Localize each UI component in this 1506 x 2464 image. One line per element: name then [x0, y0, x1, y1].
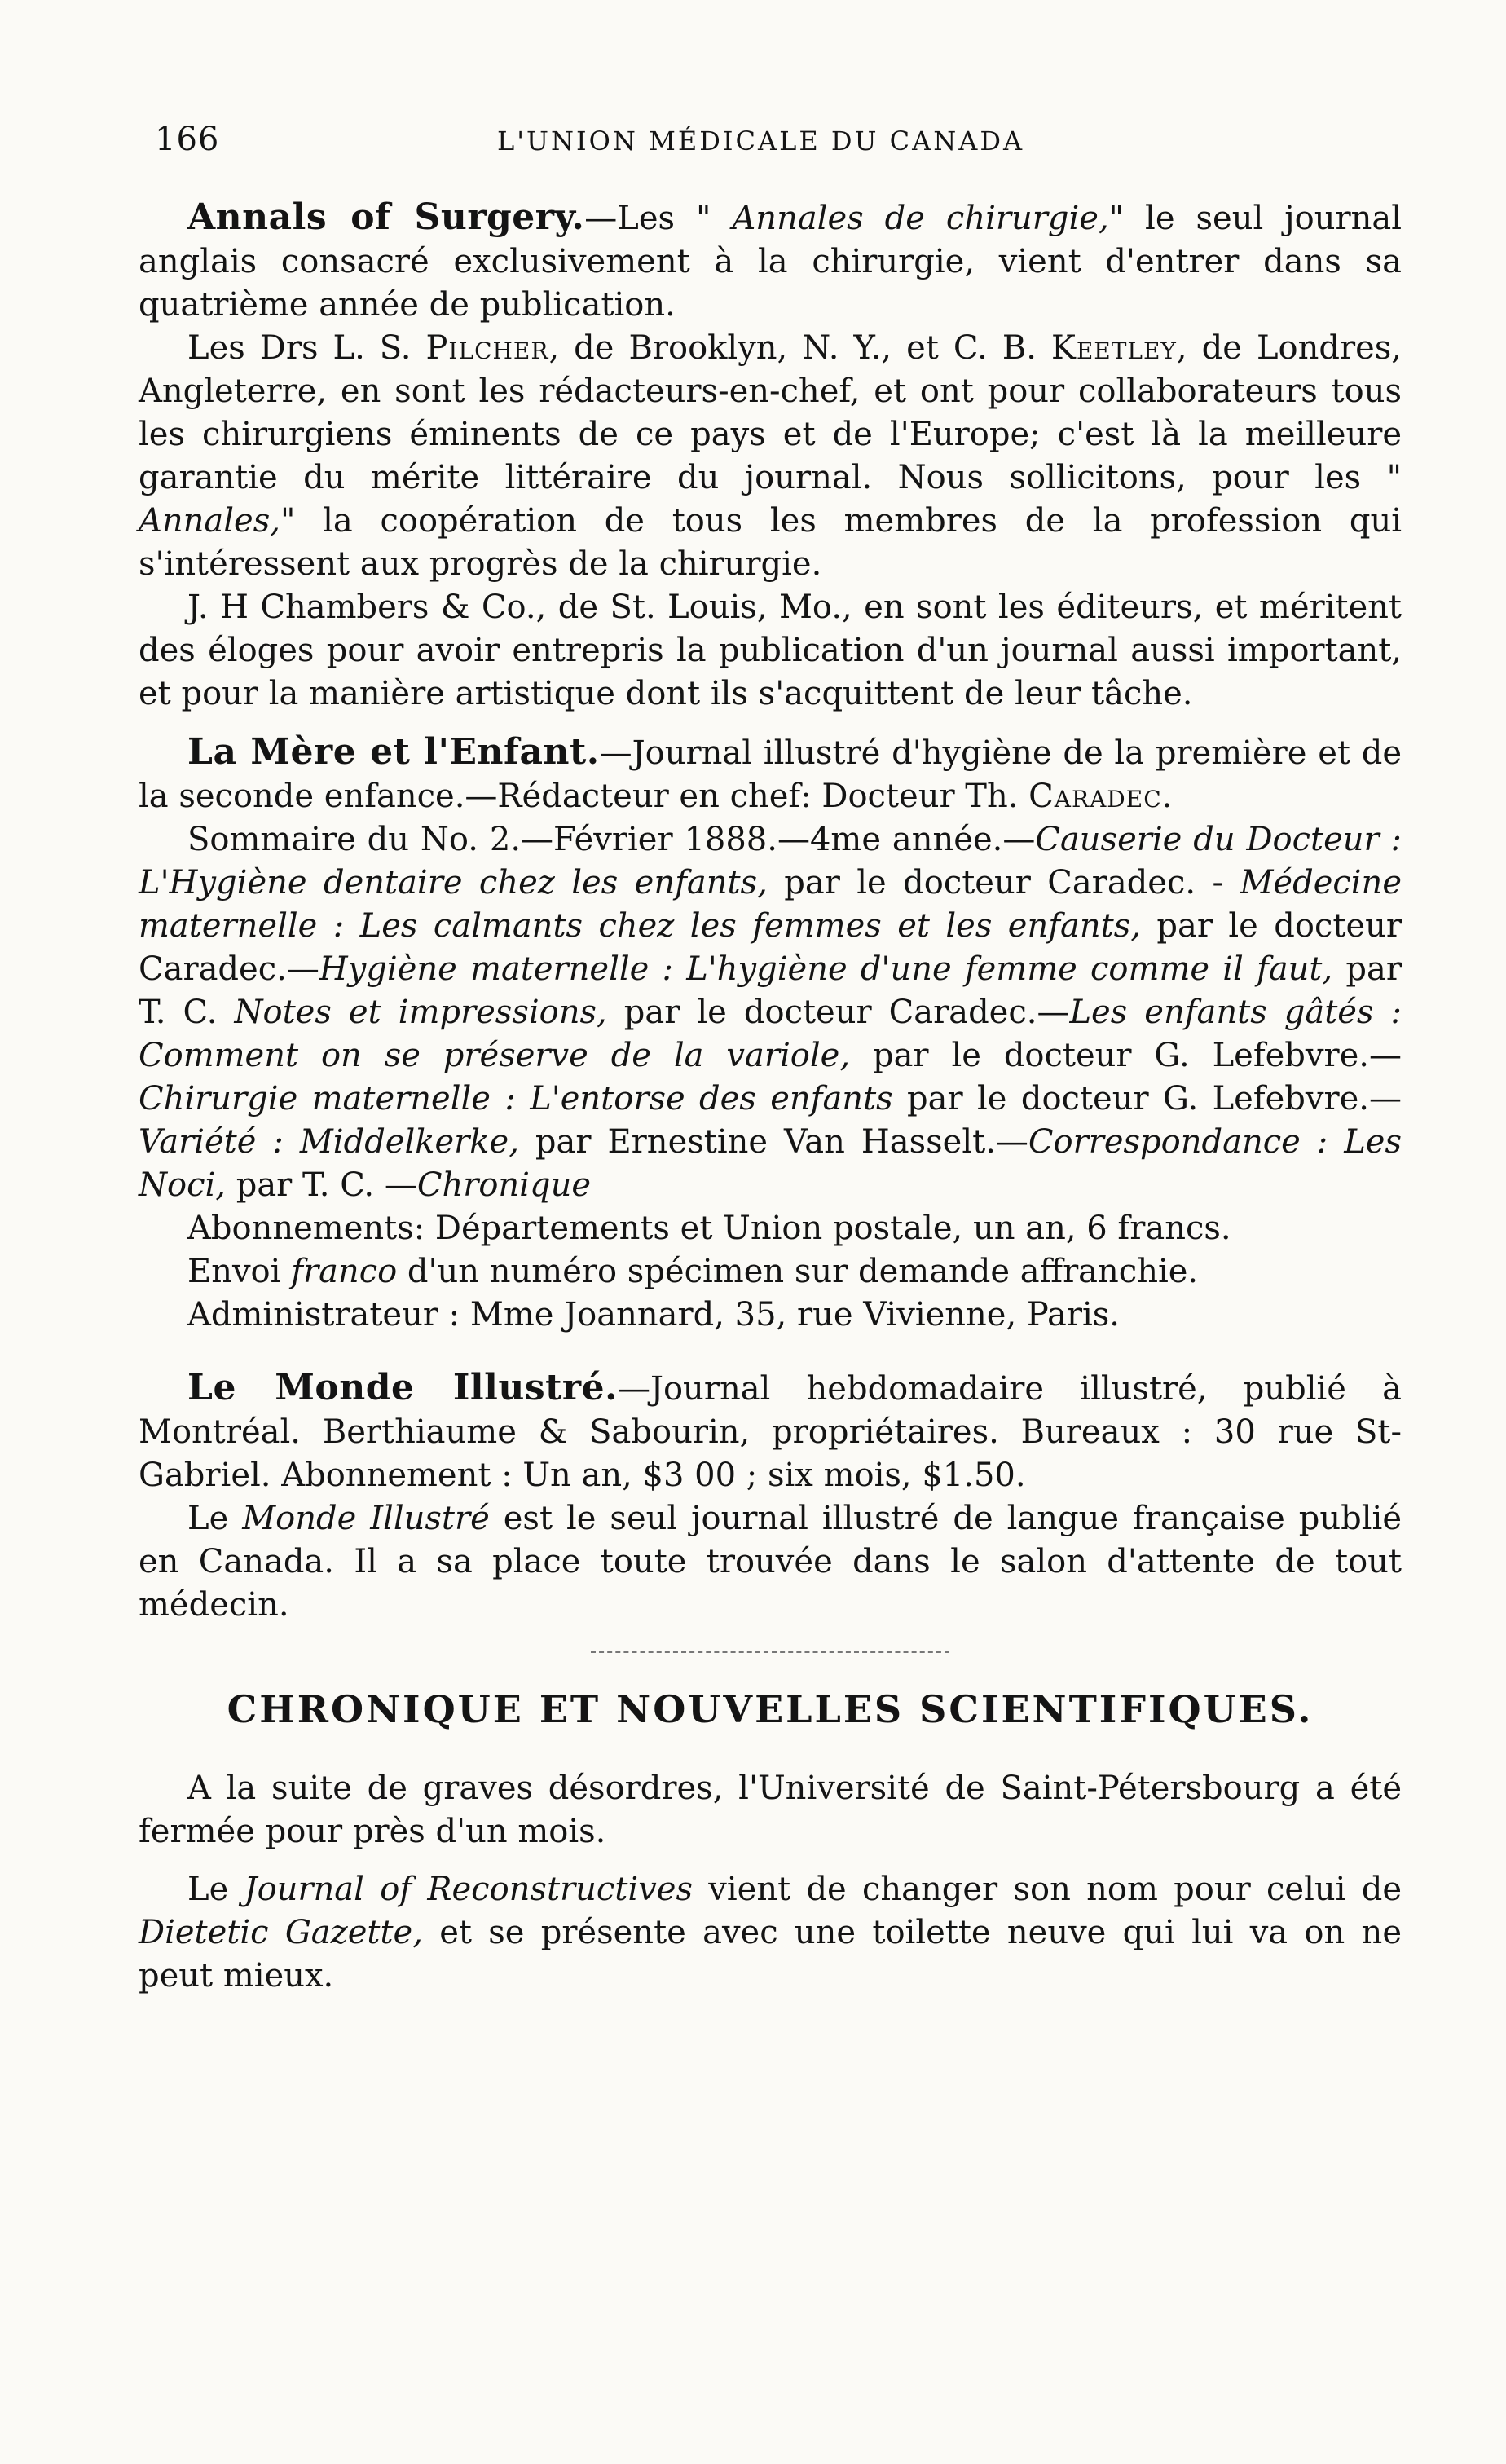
sommaire-text: par le docteur Caradec.—	[606, 994, 1070, 1031]
section-divider	[591, 1651, 949, 1655]
mere-title: La Mère et l'Enfant.	[187, 731, 600, 773]
annals-paragraph-3: J. H Chambers & Co., de St. Louis, Mo., en sont les éditeurs, et méritent des éloges pour avoir entrepris la publication d'un journal aussi important, et pour la manière artistique dont ils s'acquittent de leur tâche.	[139, 588, 1402, 712]
sommaire-article: Médecine maternelle : Les calmants chez les femmes et les enfants,	[139, 864, 1402, 945]
envoi-text: Envoi	[187, 1253, 292, 1290]
annals-text: , de Londres, Angleterre, en sont les rédacteurs-en-chef, et ont pour collaborateurs tous les chirurgiens éminents de ce pays et de l'Europe; c'est là la meilleure garantie du mérite littéraire du journal. Nous sollicitons, pour les "	[139, 329, 1402, 496]
page-body	[139, 196, 1402, 1998]
mere-envoi	[139, 1250, 1402, 1294]
envoi-italic: franco	[291, 1253, 398, 1290]
sommaire-text: par T. C.	[139, 950, 1403, 1031]
editor-name: Caradec	[1028, 778, 1162, 815]
sommaire-text: par le docteur Caradec.—	[139, 907, 1402, 988]
envoi-text: d'un numéro spécimen sur demande affranchie.	[397, 1253, 1199, 1290]
sommaire-article: Les enfants gâtés : Comment on se préserve de la variole,	[139, 994, 1402, 1074]
annals-italic-title: Annales de chirurgie,	[732, 200, 1109, 237]
annals-text: , de Brooklyn, N. Y., et C. B.	[548, 329, 1051, 367]
journal-name: Dietetic Gazette,	[139, 1914, 423, 1951]
mere-sommaire	[139, 818, 1402, 1207]
annals-paragraph-2	[139, 327, 1402, 586]
page-number: 166	[155, 121, 220, 158]
monde-title: Le Monde Illustré.	[187, 1367, 618, 1408]
monde-paragraph-2	[139, 1497, 1402, 1627]
chronique-paragraph-1: A la suite de graves désordres, l'Université de Saint-Pétersbourg a été fermée pour près d'un mois.	[139, 1770, 1402, 1850]
annals-text: " le seul journal anglais consacré exclusivement à la chirurgie, vient d'entrer dans sa quatrième année de publication.	[139, 200, 1403, 324]
annals-paragraph-1	[139, 196, 1402, 327]
annals-title: Annals of Surgery.	[187, 196, 585, 238]
mere-paragraph-1	[139, 730, 1402, 818]
running-title: L'UNION MÉDICALE DU CANADA	[497, 126, 1025, 156]
mere-text: —Journal illustré d'hygiène de la première et de la seconde enfance.—Rédacteur en chef: Docteur Th.	[139, 734, 1402, 815]
editor-name: Keetley	[1050, 329, 1177, 367]
mere-text: .	[1161, 778, 1173, 815]
monde-paragraph-1	[139, 1366, 1402, 1497]
sommaire-article: Notes et impressions,	[234, 994, 607, 1031]
annals-text: " la coopération de tous les membres de la profession qui s'intéressent aux progrès de la chirurgie.	[139, 502, 1402, 583]
sommaire-article: Variété : Middelkerke,	[139, 1123, 519, 1161]
sommaire-text: Sommaire du No. 2.—Février 1888.—4me année.—	[187, 821, 1036, 858]
monde-italic-title: Monde Illustré	[242, 1500, 490, 1537]
page-header	[155, 121, 1353, 178]
sommaire-article: Correspondance : Les Noci,	[139, 1123, 1402, 1204]
chronique-text: et se présente avec une toilette neuve qui lui va on ne peut mieux.	[139, 1914, 1402, 1995]
sommaire-text: par le docteur G. Lefebvre.—	[850, 1037, 1403, 1074]
mere-administrateur: Administrateur : Mme Joannard, 35, rue Vivienne, Paris.	[187, 1296, 1121, 1333]
editor-name: Pilcher	[425, 329, 549, 367]
sommaire-text: par le docteur G. Lefebvre.—	[892, 1080, 1402, 1117]
sommaire-text: par T. C. —	[226, 1166, 417, 1204]
monde-text: —Journal hebdomadaire illustré, publié à Montréal. Berthiaume & Sabourin, propriétaires. Bureaux : 30 rue St-Gabriel. Abonnement : Un an, $3 00 ; six mois, $1.50.	[139, 1370, 1402, 1494]
section-heading: CHRONIQUE ET NOUVELLES SCIENTIFIQUES.	[227, 1687, 1314, 1731]
monde-text: Le	[187, 1500, 243, 1537]
annals-italic-title: Annales,	[139, 502, 280, 540]
annals-text: Les Drs L. S.	[187, 329, 426, 367]
sommaire-article: Chirurgie maternelle : L'entorse des enfants	[139, 1080, 893, 1117]
annals-text: —Les "	[584, 200, 733, 237]
sommaire-article: Chronique	[416, 1166, 592, 1204]
mere-abonnements: Abonnements: Départements et Union postale, un an, 6 francs.	[187, 1210, 1231, 1247]
journal-name: Journal of Reconstructives	[244, 1871, 693, 1908]
monde-text: est le seul journal illustré de langue française publié en Canada. Il a sa place toute trouvée dans le salon d'attente de tout médecin.	[139, 1500, 1402, 1624]
chronique-text: vient de changer son nom pour celui de	[692, 1871, 1403, 1908]
sommaire-article: Hygiène maternelle : L'hygiène d'une femme comme il faut,	[319, 950, 1333, 988]
sommaire-text: par Ernestine Van Hasselt.—	[518, 1123, 1028, 1161]
sommaire-text: par le docteur Caradec. -	[767, 864, 1240, 901]
chronique-text: Le	[187, 1871, 244, 1908]
sommaire-article: Causerie du Docteur : L'Hygiène dentaire chez les enfants,	[139, 821, 1403, 901]
chronique-paragraph-2	[139, 1868, 1402, 1998]
